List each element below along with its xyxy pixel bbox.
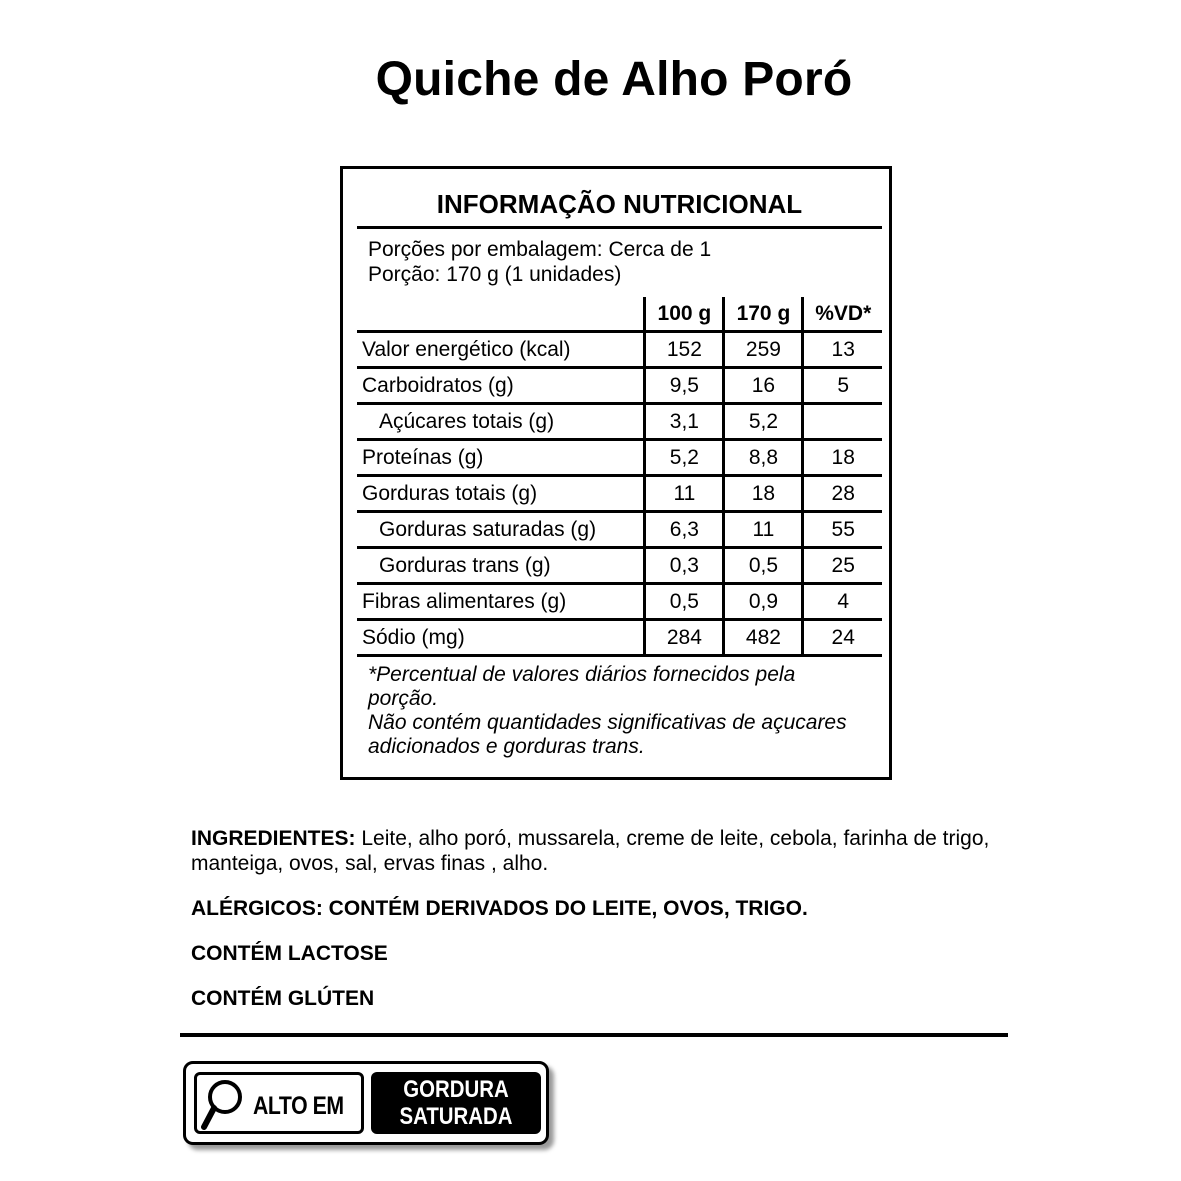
table-row bbox=[357, 332, 882, 368]
table-row bbox=[357, 584, 882, 620]
value-vd: 13 bbox=[803, 332, 882, 368]
warning-line-1: GORDURA bbox=[403, 1076, 509, 1103]
value-100g: 5,2 bbox=[645, 440, 724, 476]
lactose-statement: CONTÉM LACTOSE bbox=[191, 942, 388, 965]
footnote-not-significant: Não contém quantidades significativas de açucares adicionados e gorduras trans. bbox=[368, 711, 847, 758]
product-title: Quiche de Alho Poró bbox=[375, 53, 853, 106]
serving-info bbox=[368, 237, 711, 287]
value-100g: 11 bbox=[645, 476, 724, 512]
gluten-statement: CONTÉM GLÚTEN bbox=[191, 987, 375, 1010]
value-100g: 152 bbox=[645, 332, 724, 368]
value-portion: 16 bbox=[724, 368, 803, 404]
value-100g: 9,5 bbox=[645, 368, 724, 404]
value-vd: 28 bbox=[803, 476, 882, 512]
portion-size: Porção: 170 g (1 unidades) bbox=[368, 263, 622, 286]
value-vd: 24 bbox=[803, 620, 882, 656]
footnote-vd: *Percentual de valores diários fornecidos pela porção. bbox=[368, 663, 796, 710]
header-blank bbox=[357, 297, 645, 332]
value-100g: 0,3 bbox=[645, 548, 724, 584]
bottom-divider bbox=[180, 1033, 1008, 1037]
table-row bbox=[357, 512, 882, 548]
table-header-row bbox=[357, 297, 882, 332]
nutrient-name: Fibras alimentares (g) bbox=[357, 584, 645, 620]
value-portion: 18 bbox=[724, 476, 803, 512]
table-row bbox=[357, 404, 882, 440]
nutrient-name: Gorduras saturadas (g) bbox=[357, 512, 645, 548]
header-vd: %VD* bbox=[803, 297, 882, 332]
nutrition-facts-panel bbox=[340, 166, 892, 780]
nutrition-heading: INFORMAÇÃO NUTRICIONAL bbox=[436, 189, 803, 219]
value-vd: 18 bbox=[803, 440, 882, 476]
ingredients-text bbox=[191, 826, 1011, 876]
warning-line-2: SATURADA bbox=[399, 1103, 513, 1130]
nutrient-name: Gorduras trans (g) bbox=[357, 548, 645, 584]
value-portion: 0,5 bbox=[724, 548, 803, 584]
warning-prefix-box bbox=[194, 1072, 364, 1134]
table-row bbox=[357, 620, 882, 656]
allergens-statement: ALÉRGICOS: CONTÉM DERIVADOS DO LEITE, OVOS, TRIGO. bbox=[191, 897, 808, 920]
ingredients-list: Leite, alho poró, mussarela, creme de leite, cebola, farinha de trigo, manteiga, ovos, sal, ervas finas , alho. bbox=[191, 827, 990, 875]
value-portion: 11 bbox=[724, 512, 803, 548]
value-100g: 0,5 bbox=[645, 584, 724, 620]
value-100g: 6,3 bbox=[645, 512, 724, 548]
nutrient-name: Gorduras totais (g) bbox=[357, 476, 645, 512]
front-warning-seal bbox=[183, 1061, 549, 1145]
warning-nutrient-box bbox=[371, 1072, 541, 1134]
nutrient-name: Açúcares totais (g) bbox=[357, 404, 645, 440]
nutrient-name: Carboidratos (g) bbox=[357, 368, 645, 404]
heading-divider bbox=[357, 226, 882, 229]
value-vd: 25 bbox=[803, 548, 882, 584]
nutrient-name: Valor energético (kcal) bbox=[357, 332, 645, 368]
value-portion: 5,2 bbox=[724, 404, 803, 440]
value-portion: 8,8 bbox=[724, 440, 803, 476]
value-portion: 0,9 bbox=[724, 584, 803, 620]
value-vd bbox=[803, 404, 882, 440]
header-portion: 170 g bbox=[724, 297, 803, 332]
value-vd: 55 bbox=[803, 512, 882, 548]
value-vd: 5 bbox=[803, 368, 882, 404]
warning-prefix: ALTO EM bbox=[253, 1092, 344, 1120]
table-row bbox=[357, 548, 882, 584]
value-portion: 482 bbox=[724, 620, 803, 656]
nutrition-footnote bbox=[368, 663, 868, 759]
table-row bbox=[357, 440, 882, 476]
nutrient-name: Proteínas (g) bbox=[357, 440, 645, 476]
magnifier-icon bbox=[201, 1077, 251, 1140]
value-vd: 4 bbox=[803, 584, 882, 620]
header-100g: 100 g bbox=[645, 297, 724, 332]
value-100g: 3,1 bbox=[645, 404, 724, 440]
table-row bbox=[357, 368, 882, 404]
value-portion: 259 bbox=[724, 332, 803, 368]
nutrient-name: Sódio (mg) bbox=[357, 620, 645, 656]
table-row bbox=[357, 476, 882, 512]
value-100g: 284 bbox=[645, 620, 724, 656]
servings-per-package: Porções por embalagem: Cerca de 1 bbox=[368, 238, 712, 261]
ingredients-label: INGREDIENTES: bbox=[191, 827, 356, 850]
nutrition-table bbox=[357, 297, 882, 657]
